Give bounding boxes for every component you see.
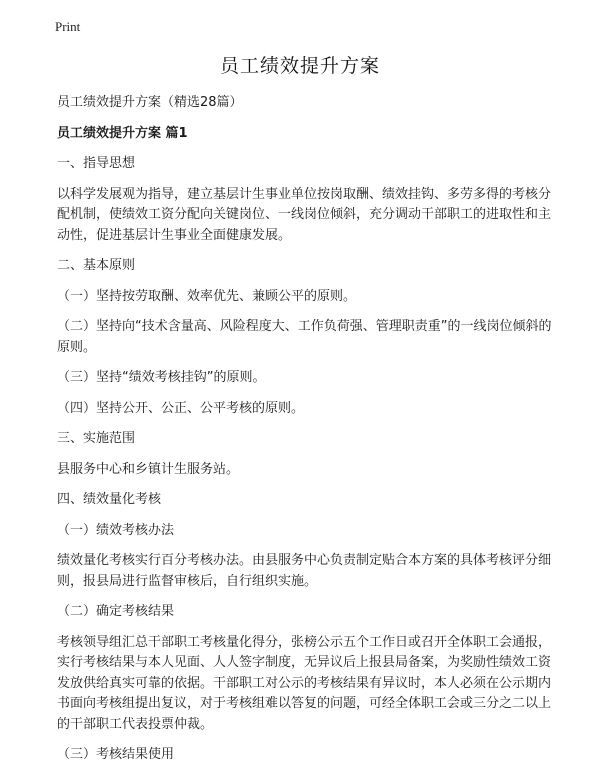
paragraph: （三）考核结果使用 <box>57 747 175 762</box>
paragraph: （一）坚持按劳取酬、效率优先、兼顾公平的原则。 <box>57 288 357 304</box>
paragraph: 四、绩效量化考核 <box>57 492 162 507</box>
paragraph: 绩效量化考核实行百分考核办法。由县服务中心负责制定贴合本方案的具体考核评分细则，报县局进行监督审核后，自行组织实施。 <box>57 553 552 589</box>
paragraph: 县服务中心和乡镇计生服务站。 <box>57 461 240 477</box>
paragraph: 二、基本原则 <box>57 258 136 273</box>
paragraph: （二）坚持向“技术含量高、风险程度大、工作负荷强、管理职责重”的一线岗位倾斜的原则。 <box>57 319 552 355</box>
print-link[interactable]: Print <box>55 19 81 34</box>
section-heading: 员工绩效提升方案 篇1 <box>57 125 188 141</box>
paragraph: 以科学发展观为指导，建立基层计生事业单位按岗取酬、绩效挂钩、多劳多得的考核分配机制，使绩效工资分配向关键岗位、一线岗位倾斜，充分调动干部职工的进取性和主动性，促进基层计生事业全面健康发展。 <box>57 186 552 243</box>
document-body <box>57 93 557 776</box>
paragraph: （一）绩效考核办法 <box>57 522 175 538</box>
paragraph: 一、指导思想 <box>57 156 136 171</box>
paragraph: 考核领导组汇总干部职工考核量化得分，张榜公示五个工作日或召开全体职工会通报，实行考核结果与本人见面、人人签字制度，无异议后上报县局备案，为奖励性绩效工资发放供给真实可靠的依据。干部职工对公示的考核结果有异议时，本人必须在公示期内书面向考核组提出复议，对于考核组难以答复的问题，可经全体职工会或三分之二以上的干部职工代表投票仲裁。 <box>57 634 552 732</box>
page-title: 员工绩效提升方案 <box>219 55 380 77</box>
paragraph: （三）坚持“绩效考核挂钩”的原则。 <box>57 370 266 385</box>
document-subtitle: 员工绩效提升方案（精选28篇） <box>57 95 243 110</box>
paragraph: 三、实施范围 <box>57 431 136 446</box>
paragraph: （四）坚持公开、公正、公平考核的原则。 <box>57 400 305 416</box>
paragraph: （二）确定考核结果 <box>57 604 175 619</box>
